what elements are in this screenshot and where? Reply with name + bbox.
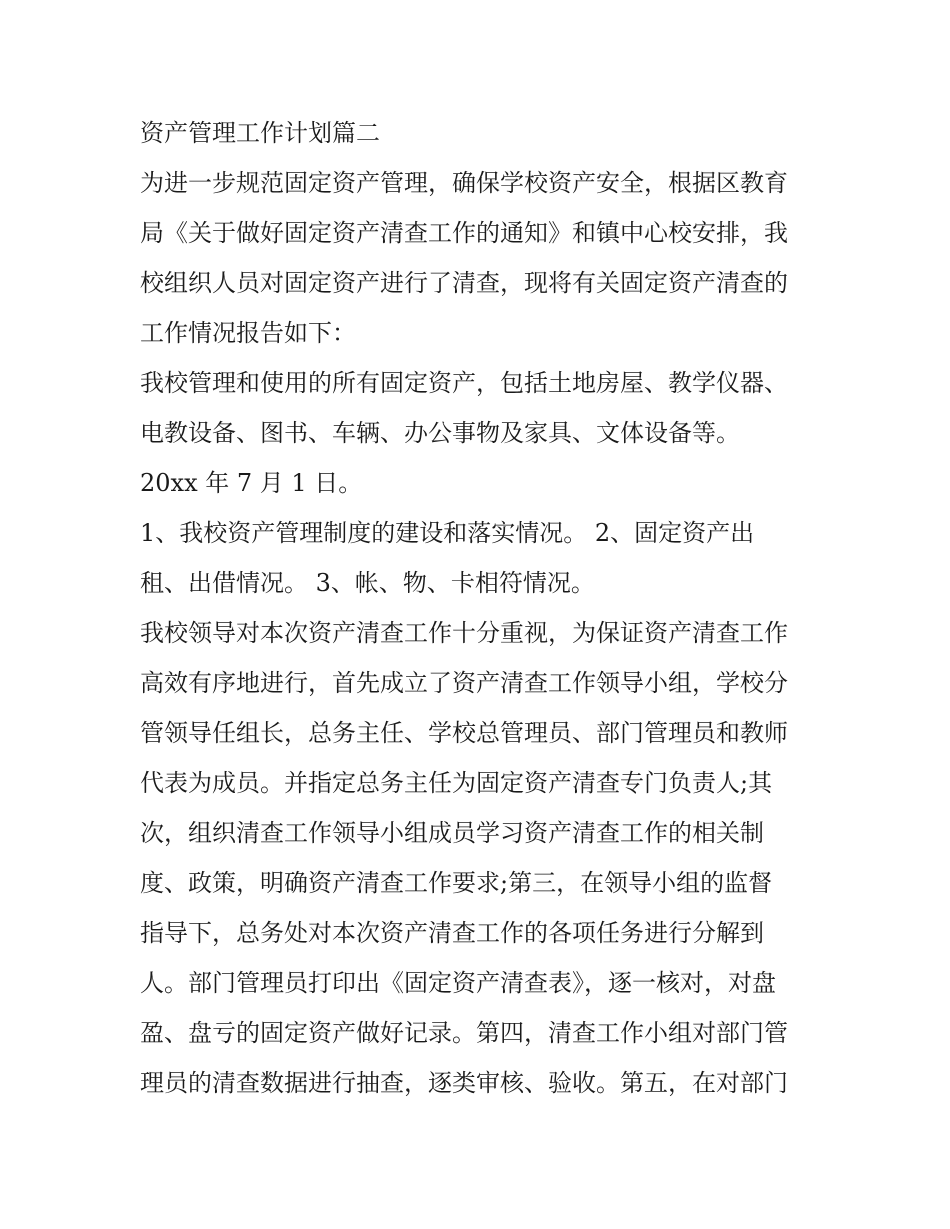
text-line: 代表为成员。并指定总务主任为固定资产清查专门负责人;其 xyxy=(140,769,773,797)
text-line: 次，组织清查工作领导小组成员学习资产清查工作的相关制 xyxy=(140,819,764,847)
text-line: 校组织人员对固定资产进行了清查，现将有关固定资产清查的 xyxy=(140,269,788,297)
text-line: 电教设备、图书、车辆、办公事物及家具、文体设备等。 xyxy=(140,419,740,447)
text-line: 我校管理和使用的所有固定资产，包括土地房屋、教学仪器、 xyxy=(140,369,788,397)
document-body xyxy=(140,108,820,1108)
text-line: 理员的清查数据进行抽查，逐类审核、验收。第五，在对部门 xyxy=(140,1069,788,1097)
text-line: 人。部门管理员打印出《固定资产清查表》，逐一核对，对盘 xyxy=(140,969,776,997)
text-line: 度、政策，明确资产清查工作要求;第三，在领导小组的监督 xyxy=(140,869,773,897)
text-line: 局《关于做好固定资产清查工作的通知》和镇中心校安排，我 xyxy=(140,219,788,247)
date-line: 20xx 年 7 月 1 日。 xyxy=(140,469,363,497)
text-line: 指导下，总务处对本次资产清查工作的各项任务进行分解到 xyxy=(140,919,764,947)
text-line: 我校领导对本次资产清查工作十分重视，为保证资产清查工作 xyxy=(140,619,788,647)
text-line: 租、出借情况。 3、帐、物、卡相符情况。 xyxy=(140,569,595,597)
text-line: 管领导任组长，总务主任、学校总管理员、部门管理员和教师 xyxy=(140,719,788,747)
text-line: 1、我校资产管理制度的建设和落实情况。 2、固定资产出 xyxy=(140,519,755,547)
text-line: 工作情况报告如下： xyxy=(140,319,356,347)
text-line: 为进一步规范固定资产管理，确保学校资产安全，根据区教育 xyxy=(140,169,788,197)
text-line: 高效有序地进行，首先成立了资产清查工作领导小组，学校分 xyxy=(140,669,788,697)
document-title: 资产管理工作计划篇二 xyxy=(140,119,380,147)
text-line: 盈、盘亏的固定资产做好记录。第四，清查工作小组对部门管 xyxy=(140,1019,788,1047)
